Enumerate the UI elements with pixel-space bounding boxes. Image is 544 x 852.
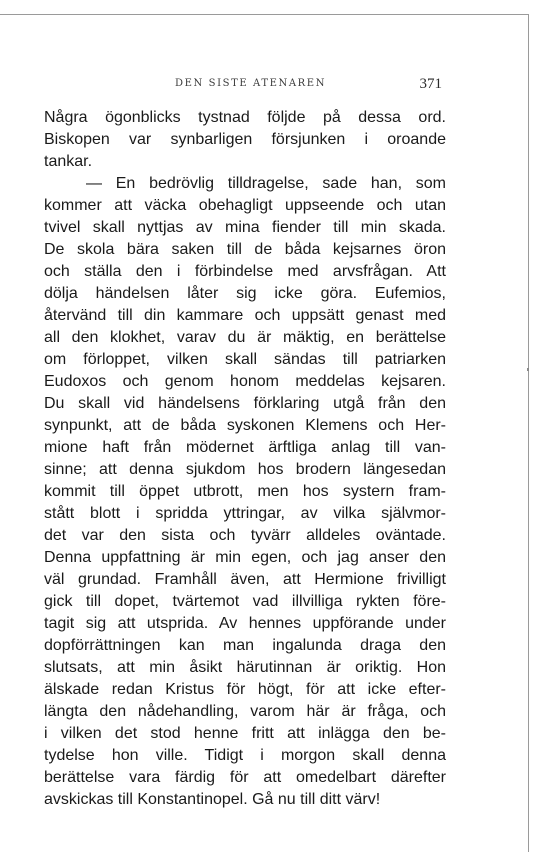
text-line: all den klokhet, varav du är mäktig, en berättelse [44, 329, 446, 346]
text-line: väl grundad. Framhåll även, att Hermione frivilligt [44, 571, 446, 588]
text-line: och ställa den i förbindelse med arvsfrågan. Att [44, 263, 446, 280]
text-line: berättelse vara färdig för att omedelbart därefter [44, 769, 446, 786]
text-line: Några ögonblicks tystnad följde på dessa ord. [44, 109, 446, 126]
text-line: dölja händelsen låter sig icke göra. Eufemios, [44, 285, 446, 302]
text-line: Denna uppfattning är min egen, och jag anser den [44, 549, 446, 566]
running-header [44, 76, 446, 94]
text-line: kommer att väcka obehagligt uppseende och utan [44, 197, 446, 214]
body-text [44, 107, 446, 811]
text-line: Eudoxos och genom honom meddelas kejsaren. [44, 373, 446, 390]
text-line: längta den nådehandling, varom här är fråga, och [44, 703, 446, 720]
text-line: — En bedrövlig tilldragelse, sade han, som [86, 175, 446, 192]
text-line: återvänd till din kammare och uppsätt genast med [44, 307, 446, 324]
text-line: tankar. [44, 153, 93, 170]
text-line: De skola bära saken till de båda kejsarnes öron [44, 241, 446, 258]
text-line: i vilken det stod henne fritt att inlägga den be- [44, 725, 446, 742]
text-line: tydelse hon ville. Tidigt i morgon skall denna [44, 747, 446, 764]
running-title: DEN SISTE ATENAREN [175, 78, 327, 89]
text-line: tagit sig att utsprida. Av hennes uppförande under [44, 615, 446, 632]
text-line: tvivel skall nyttjas av mina fiender till min skada. [44, 219, 446, 236]
text-line: om förloppet, vilken skall sändas till patriarken [44, 351, 446, 368]
text-line: avskickas till Konstantinopel. Gå nu till ditt värv! [44, 791, 381, 808]
text-line: kommit till öppet utbrott, men hos systern fram- [44, 483, 446, 500]
page-right-border [528, 14, 529, 852]
text-line: dopförrättningen kan man ingalunda draga den [44, 637, 446, 654]
text-line: mione haft från mödernet ärftliga anlag till van- [44, 439, 446, 456]
text-line: sinne; att denna sjukdom hos brodern längesedan [44, 461, 446, 478]
page-number: 371 [419, 76, 442, 92]
text-line: älskade redan Kristus för högt, för att icke efter- [44, 681, 446, 698]
text-line: gick till dopet, tvärtemot vad illvilliga rykten före- [44, 593, 446, 610]
text-line: Du skall vid händelsens förklaring utgå från den [44, 395, 446, 412]
text-line: slutsats, att min åsikt härutinnan är oriktig. Hon [44, 659, 446, 676]
text-line: det var den sista och tyvärr alldeles oväntade. [44, 527, 446, 544]
text-line: Biskopen var synbarligen försjunken i oroande [44, 131, 446, 148]
text-line: synpunkt, att de båda syskonen Klemens och Her- [44, 417, 446, 434]
page-top-border [0, 14, 528, 15]
margin-speck [527, 368, 529, 371]
text-line: stått blott i spridda yttringar, av vilka självmor- [44, 505, 446, 522]
